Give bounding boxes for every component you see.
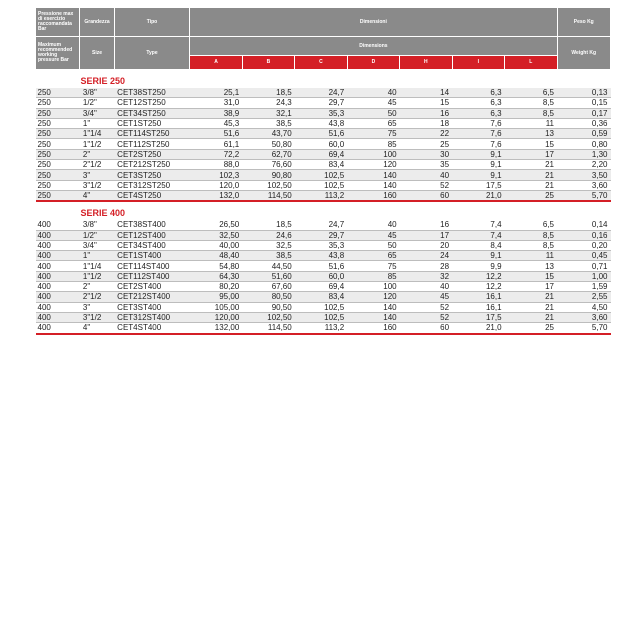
table-cell: 120 bbox=[347, 292, 399, 302]
table-cell: 7,6 bbox=[452, 139, 504, 149]
table-cell: 7,6 bbox=[452, 118, 504, 128]
table-cell: 40 bbox=[347, 88, 399, 98]
table-cell: 35,3 bbox=[295, 108, 347, 118]
table-row bbox=[36, 251, 611, 261]
table-cell: 17 bbox=[400, 230, 452, 240]
table-cell: 88,0 bbox=[190, 160, 242, 170]
table-cell: 62,70 bbox=[242, 149, 294, 159]
table-cell: 114,50 bbox=[242, 323, 294, 334]
table-cell: 3/8" bbox=[80, 220, 114, 230]
table-cell: CET2ST250 bbox=[114, 149, 190, 159]
table-cell: 76,60 bbox=[242, 160, 294, 170]
table-row bbox=[36, 139, 611, 149]
table-cell: 6,3 bbox=[452, 98, 504, 108]
table-cell: CET4ST250 bbox=[114, 190, 190, 201]
dimension-letter-d: D bbox=[347, 56, 399, 70]
table-cell: 113,2 bbox=[295, 190, 347, 201]
table-cell: 1" bbox=[80, 251, 114, 261]
table-cell: 113,2 bbox=[295, 323, 347, 334]
table-cell: 2,20 bbox=[557, 160, 611, 170]
table-cell: CET312ST250 bbox=[114, 180, 190, 190]
table-cell: 15 bbox=[505, 271, 557, 281]
table-row bbox=[36, 312, 611, 322]
table-cell: 3" bbox=[80, 302, 114, 312]
table-cell: 0,59 bbox=[557, 129, 611, 139]
table-cell: 90,50 bbox=[242, 302, 294, 312]
header-row-english bbox=[36, 37, 611, 56]
table-row bbox=[36, 323, 611, 334]
table-cell: 45,3 bbox=[190, 118, 242, 128]
table-cell: 11 bbox=[505, 118, 557, 128]
table-cell: 2" bbox=[80, 282, 114, 292]
table-cell: CET114ST400 bbox=[114, 261, 190, 271]
table-cell: 17,5 bbox=[452, 312, 504, 322]
table-cell: 16 bbox=[400, 220, 452, 230]
table-cell: 54,80 bbox=[190, 261, 242, 271]
table-cell: 102,5 bbox=[295, 312, 347, 322]
table-cell: 3,50 bbox=[557, 170, 611, 180]
table-cell: 40 bbox=[400, 170, 452, 180]
table-cell: 21 bbox=[505, 180, 557, 190]
table-cell: 12,2 bbox=[452, 282, 504, 292]
table-cell: 0,80 bbox=[557, 139, 611, 149]
table-cell: CET4ST400 bbox=[114, 323, 190, 334]
table-cell: 26,50 bbox=[190, 220, 242, 230]
table-cell: 13 bbox=[505, 261, 557, 271]
table-cell: 102,5 bbox=[295, 180, 347, 190]
weight-header-it: Peso Kg bbox=[557, 8, 611, 37]
table-cell: 1,00 bbox=[557, 271, 611, 281]
table-cell: 64,30 bbox=[190, 271, 242, 281]
table-cell: 160 bbox=[347, 190, 399, 201]
table-cell: 45 bbox=[347, 98, 399, 108]
table-cell: 61,1 bbox=[190, 139, 242, 149]
table-cell: 132,0 bbox=[190, 190, 242, 201]
table-cell: 80,20 bbox=[190, 282, 242, 292]
table-cell: 52 bbox=[400, 302, 452, 312]
table-cell: 2" bbox=[80, 149, 114, 159]
table-cell: 400 bbox=[36, 282, 80, 292]
table-cell: 29,7 bbox=[295, 98, 347, 108]
table-cell: 83,4 bbox=[295, 160, 347, 170]
table-cell: 40 bbox=[347, 220, 399, 230]
divider-line bbox=[36, 334, 611, 335]
table-cell: 50,80 bbox=[242, 139, 294, 149]
table-cell: 4" bbox=[80, 323, 114, 334]
table-cell: 1,59 bbox=[557, 282, 611, 292]
table-cell: CET3ST250 bbox=[114, 170, 190, 180]
dimension-letter-h: H bbox=[400, 56, 452, 70]
size-header-en: Size bbox=[80, 37, 114, 70]
table-cell: 22 bbox=[400, 129, 452, 139]
table-cell: 0,13 bbox=[557, 88, 611, 98]
table-cell: 2"1/2 bbox=[80, 292, 114, 302]
dimensions-header-en: Dimensions bbox=[190, 37, 557, 56]
table-cell: 60 bbox=[400, 190, 452, 201]
table-cell: 9,1 bbox=[452, 160, 504, 170]
table-cell: 3"1/2 bbox=[80, 312, 114, 322]
table-cell: 25 bbox=[400, 139, 452, 149]
table-cell: 400 bbox=[36, 312, 80, 322]
table-cell: 0,15 bbox=[557, 98, 611, 108]
table-cell: 250 bbox=[36, 190, 80, 201]
table-cell: 140 bbox=[347, 312, 399, 322]
table-cell: 140 bbox=[347, 170, 399, 180]
table-cell: CET114ST250 bbox=[114, 129, 190, 139]
table-cell: 400 bbox=[36, 292, 80, 302]
table-row bbox=[36, 170, 611, 180]
series-title: SERIE 400 bbox=[36, 202, 611, 220]
table-row bbox=[36, 240, 611, 250]
table-cell: 35 bbox=[400, 160, 452, 170]
table-cell: CET38ST250 bbox=[114, 88, 190, 98]
table-cell: 32,1 bbox=[242, 108, 294, 118]
weight-header-en: Weight Kg bbox=[557, 37, 611, 70]
table-cell: 25 bbox=[505, 323, 557, 334]
table-cell: 0,71 bbox=[557, 261, 611, 271]
series-title-row bbox=[36, 202, 611, 220]
table-cell: 2,55 bbox=[557, 292, 611, 302]
table-cell: 3"1/2 bbox=[80, 180, 114, 190]
table-cell: 250 bbox=[36, 88, 80, 98]
table-cell: 8,5 bbox=[505, 98, 557, 108]
table-cell: 60,0 bbox=[295, 271, 347, 281]
table-row bbox=[36, 292, 611, 302]
table-cell: 102,50 bbox=[242, 312, 294, 322]
table-cell: 400 bbox=[36, 251, 80, 261]
table-cell: 32,5 bbox=[242, 240, 294, 250]
table-cell: 102,5 bbox=[295, 170, 347, 180]
dimensions-header-it: Dimensioni bbox=[190, 8, 557, 37]
series-title-row bbox=[36, 70, 611, 89]
table-cell: 400 bbox=[36, 323, 80, 334]
table-cell: 250 bbox=[36, 180, 80, 190]
table-cell: 24,6 bbox=[242, 230, 294, 240]
table-cell: 85 bbox=[347, 139, 399, 149]
table-cell: 8,5 bbox=[505, 230, 557, 240]
table-cell: 120,00 bbox=[190, 312, 242, 322]
table-cell: 60,0 bbox=[295, 139, 347, 149]
dimension-letter-l: L bbox=[505, 56, 557, 70]
table-cell: 8,4 bbox=[452, 240, 504, 250]
table-cell: 83,4 bbox=[295, 292, 347, 302]
table-cell: 8,5 bbox=[505, 108, 557, 118]
table-cell: 3/4" bbox=[80, 108, 114, 118]
table-cell: 24 bbox=[400, 251, 452, 261]
series-title: SERIE 250 bbox=[36, 70, 611, 89]
table-cell: 21,0 bbox=[452, 323, 504, 334]
table-cell: 0,17 bbox=[557, 108, 611, 118]
table-cell: 16,1 bbox=[452, 292, 504, 302]
table-cell: CET1ST250 bbox=[114, 118, 190, 128]
table-cell: 250 bbox=[36, 170, 80, 180]
table-cell: 21 bbox=[505, 160, 557, 170]
table-row bbox=[36, 261, 611, 271]
type-header-it: Tipo bbox=[114, 8, 190, 37]
table-cell: 24,7 bbox=[295, 220, 347, 230]
table-cell: 400 bbox=[36, 230, 80, 240]
table-cell: 6,3 bbox=[452, 88, 504, 98]
table-cell: 52 bbox=[400, 180, 452, 190]
table-cell: 21 bbox=[505, 292, 557, 302]
table-cell: 24,7 bbox=[295, 88, 347, 98]
dimension-letter-a: A bbox=[190, 56, 242, 70]
table-cell: CET212ST250 bbox=[114, 160, 190, 170]
table-cell: 3/8" bbox=[80, 88, 114, 98]
table-cell: 14 bbox=[400, 88, 452, 98]
table-cell: 80,50 bbox=[242, 292, 294, 302]
table-cell: 3,60 bbox=[557, 312, 611, 322]
table-row bbox=[36, 180, 611, 190]
table-cell: 43,70 bbox=[242, 129, 294, 139]
table-cell: 67,60 bbox=[242, 282, 294, 292]
table-cell: 18 bbox=[400, 118, 452, 128]
table-cell: 18,5 bbox=[242, 220, 294, 230]
table-cell: 120,0 bbox=[190, 180, 242, 190]
table-cell: 8,5 bbox=[505, 240, 557, 250]
table-cell: 30 bbox=[400, 149, 452, 159]
dimension-letter-i: I bbox=[452, 56, 504, 70]
table-cell: 38,9 bbox=[190, 108, 242, 118]
table-cell: 51,6 bbox=[295, 129, 347, 139]
table-cell: 17,5 bbox=[452, 180, 504, 190]
table-cell: 32 bbox=[400, 271, 452, 281]
table-cell: 102,50 bbox=[242, 180, 294, 190]
table-cell: 9,1 bbox=[452, 251, 504, 261]
table-cell: 9,1 bbox=[452, 170, 504, 180]
table-cell: 50 bbox=[347, 108, 399, 118]
table-cell: 51,6 bbox=[295, 261, 347, 271]
table-cell: CET212ST400 bbox=[114, 292, 190, 302]
table-cell: 44,50 bbox=[242, 261, 294, 271]
table-cell: 72,2 bbox=[190, 149, 242, 159]
table-cell: 51,6 bbox=[190, 129, 242, 139]
table-cell: 28 bbox=[400, 261, 452, 271]
table-cell: 2"1/2 bbox=[80, 160, 114, 170]
table-cell: 50 bbox=[347, 240, 399, 250]
table-cell: 45 bbox=[347, 230, 399, 240]
product-sheet bbox=[35, 7, 611, 335]
table-cell: 13 bbox=[505, 129, 557, 139]
table-cell: 65 bbox=[347, 251, 399, 261]
table-cell: 16,1 bbox=[452, 302, 504, 312]
table-cell: 102,5 bbox=[295, 302, 347, 312]
table-cell: 400 bbox=[36, 261, 80, 271]
table-cell: 250 bbox=[36, 139, 80, 149]
table-cell: 45 bbox=[400, 292, 452, 302]
table-cell: 1" bbox=[80, 118, 114, 128]
table-cell: 12,2 bbox=[452, 271, 504, 281]
table-row bbox=[36, 129, 611, 139]
table-cell: 0,36 bbox=[557, 118, 611, 128]
table-cell: CET3ST400 bbox=[114, 302, 190, 312]
table-cell: 1"1/4 bbox=[80, 129, 114, 139]
table-cell: 250 bbox=[36, 98, 80, 108]
table-cell: CET2ST400 bbox=[114, 282, 190, 292]
table-cell: 250 bbox=[36, 129, 80, 139]
table-cell: 1"1/2 bbox=[80, 139, 114, 149]
table-cell: CET12ST400 bbox=[114, 230, 190, 240]
type-header-en: Type bbox=[114, 37, 190, 70]
table-cell: 11 bbox=[505, 251, 557, 261]
table-cell: 75 bbox=[347, 261, 399, 271]
table-cell: 6,5 bbox=[505, 88, 557, 98]
table-cell: 38,5 bbox=[242, 118, 294, 128]
table-cell: 1/2" bbox=[80, 230, 114, 240]
table-cell: 90,80 bbox=[242, 170, 294, 180]
table-cell: 100 bbox=[347, 282, 399, 292]
table-cell: 15 bbox=[400, 98, 452, 108]
table-cell: 250 bbox=[36, 108, 80, 118]
table-cell: 140 bbox=[347, 180, 399, 190]
table-cell: 0,20 bbox=[557, 240, 611, 250]
table-row bbox=[36, 282, 611, 292]
table-cell: 1"1/2 bbox=[80, 271, 114, 281]
table-cell: 69,4 bbox=[295, 149, 347, 159]
table-cell: 43,8 bbox=[295, 251, 347, 261]
table-cell: 24,3 bbox=[242, 98, 294, 108]
size-header-it: Grandezza bbox=[80, 8, 114, 37]
table-cell: CET34ST250 bbox=[114, 108, 190, 118]
table-cell: 52 bbox=[400, 312, 452, 322]
table-cell: 48,40 bbox=[190, 251, 242, 261]
table-cell: 21,0 bbox=[452, 190, 504, 201]
table-cell: 250 bbox=[36, 118, 80, 128]
table-cell: 25,1 bbox=[190, 88, 242, 98]
table-cell: 69,4 bbox=[295, 282, 347, 292]
table-cell: 114,50 bbox=[242, 190, 294, 201]
table-row bbox=[36, 230, 611, 240]
pressure-header-it: Pressione max di esercizio raccomandata Bar bbox=[36, 8, 80, 37]
table-row bbox=[36, 108, 611, 118]
table-cell: 35,3 bbox=[295, 240, 347, 250]
table-cell: 7,4 bbox=[452, 220, 504, 230]
table-cell: 5,70 bbox=[557, 190, 611, 201]
table-cell: 3" bbox=[80, 170, 114, 180]
table-cell: 0,14 bbox=[557, 220, 611, 230]
table-cell: 17 bbox=[505, 282, 557, 292]
table-cell: 9,1 bbox=[452, 149, 504, 159]
table-cell: 6,3 bbox=[452, 108, 504, 118]
table-cell: 400 bbox=[36, 220, 80, 230]
table-cell: 40 bbox=[400, 282, 452, 292]
table-row bbox=[36, 190, 611, 201]
table-row bbox=[36, 88, 611, 98]
table-cell: 1"1/4 bbox=[80, 261, 114, 271]
table-cell: 18,5 bbox=[242, 88, 294, 98]
dimensions-table bbox=[35, 7, 611, 335]
table-cell: 21 bbox=[505, 302, 557, 312]
table-row bbox=[36, 271, 611, 281]
table-cell: 95,00 bbox=[190, 292, 242, 302]
table-cell: CET112ST250 bbox=[114, 139, 190, 149]
table-cell: 250 bbox=[36, 160, 80, 170]
table-cell: 400 bbox=[36, 302, 80, 312]
table-cell: 29,7 bbox=[295, 230, 347, 240]
table-row bbox=[36, 98, 611, 108]
table-cell: CET12ST250 bbox=[114, 98, 190, 108]
table-cell: 17 bbox=[505, 149, 557, 159]
table-cell: 31,0 bbox=[190, 98, 242, 108]
table-cell: 400 bbox=[36, 271, 80, 281]
header-row-italian bbox=[36, 8, 611, 37]
table-row bbox=[36, 220, 611, 230]
table-cell: 1,30 bbox=[557, 149, 611, 159]
table-cell: CET312ST400 bbox=[114, 312, 190, 322]
table-cell: 3,60 bbox=[557, 180, 611, 190]
table-cell: 132,00 bbox=[190, 323, 242, 334]
table-cell: 32,50 bbox=[190, 230, 242, 240]
table-cell: CET112ST400 bbox=[114, 271, 190, 281]
table-cell: 4,50 bbox=[557, 302, 611, 312]
table-cell: 21 bbox=[505, 170, 557, 180]
table-cell: CET34ST400 bbox=[114, 240, 190, 250]
table-row bbox=[36, 118, 611, 128]
table-cell: 25 bbox=[505, 190, 557, 201]
table-cell: 250 bbox=[36, 149, 80, 159]
table-cell: 1/2" bbox=[80, 98, 114, 108]
table-row bbox=[36, 302, 611, 312]
table-cell: 160 bbox=[347, 323, 399, 334]
dimension-letter-c: C bbox=[295, 56, 347, 70]
table-cell: 400 bbox=[36, 240, 80, 250]
table-cell: 20 bbox=[400, 240, 452, 250]
table-cell: 16 bbox=[400, 108, 452, 118]
table-cell: 65 bbox=[347, 118, 399, 128]
table-cell: 60 bbox=[400, 323, 452, 334]
table-cell: 5,70 bbox=[557, 323, 611, 334]
table-cell: 21 bbox=[505, 312, 557, 322]
table-cell: 9,9 bbox=[452, 261, 504, 271]
table-cell: 85 bbox=[347, 271, 399, 281]
table-row bbox=[36, 149, 611, 159]
table-cell: 43,8 bbox=[295, 118, 347, 128]
dimension-letter-b: B bbox=[242, 56, 294, 70]
table-cell: 75 bbox=[347, 129, 399, 139]
pressure-header-en: Maximum recommended working pressure Bar bbox=[36, 37, 80, 70]
table-cell: 105,00 bbox=[190, 302, 242, 312]
table-cell: CET1ST400 bbox=[114, 251, 190, 261]
table-cell: 0,45 bbox=[557, 251, 611, 261]
table-cell: 4" bbox=[80, 190, 114, 201]
table-cell: 15 bbox=[505, 139, 557, 149]
table-cell: 120 bbox=[347, 160, 399, 170]
table-cell: CET38ST400 bbox=[114, 220, 190, 230]
table-cell: 40,00 bbox=[190, 240, 242, 250]
table-cell: 100 bbox=[347, 149, 399, 159]
table-row bbox=[36, 160, 611, 170]
table-cell: 0,16 bbox=[557, 230, 611, 240]
table-cell: 6,5 bbox=[505, 220, 557, 230]
table-cell: 7,4 bbox=[452, 230, 504, 240]
table-cell: 102,3 bbox=[190, 170, 242, 180]
table-cell: 7,6 bbox=[452, 129, 504, 139]
series-end-divider bbox=[36, 334, 611, 335]
table-cell: 51,60 bbox=[242, 271, 294, 281]
table-cell: 3/4" bbox=[80, 240, 114, 250]
table-cell: 140 bbox=[347, 302, 399, 312]
table-cell: 38,5 bbox=[242, 251, 294, 261]
